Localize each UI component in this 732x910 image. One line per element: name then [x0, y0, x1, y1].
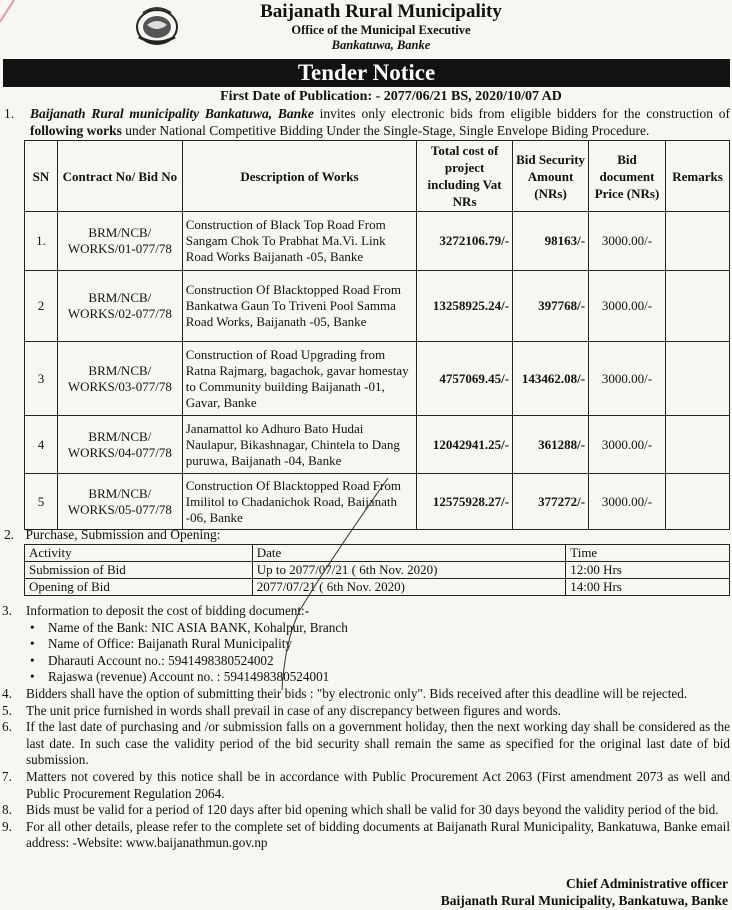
row-total-cost: 4757069.45/-: [417, 342, 513, 416]
row-remarks: [665, 416, 729, 474]
section-title: Information to deposit the cost of bidding document:-: [26, 603, 310, 618]
table-row: [25, 342, 730, 416]
row-total-cost: 12042941.25/-: [417, 416, 513, 474]
row-contract-no: BRM/NCB/ WORKS/01-077/78: [57, 212, 182, 271]
row-bid-security: 98163/-: [513, 212, 589, 271]
office-name-bullet: • Name of Office: Baijanath Rural Municipality: [4, 636, 730, 653]
header-remarks: Remarks: [665, 141, 729, 212]
item-number: 8.: [2, 802, 12, 818]
office-name: Office of the Municipal Executive: [291, 23, 471, 37]
item-text: Bidders shall have the option of submitting their bids : "by electronic only". Bids received after this deadline will be rejected.: [26, 685, 688, 701]
list-item: [4, 603, 730, 620]
table-header-row: [25, 141, 730, 212]
section-title: Purchase, Submission and Opening:: [25, 527, 221, 542]
item-number: 4.: [2, 685, 12, 701]
row-contract-no: BRM/NCB/ WORKS/04-077/78: [57, 416, 182, 474]
list-item: [4, 769, 730, 802]
item-number: 7.: [2, 768, 12, 784]
invitation-text-end: under National Competitive Bidding Under the Single-Stage, Single Envelope Biding Procedure.: [121, 123, 650, 138]
invitation-paragraph: [4, 105, 730, 139]
header-total-cost: Total cost of project including Vat NRs: [417, 141, 513, 212]
row-sn: 5: [25, 474, 58, 530]
office-address: Bankatuwa, Banke: [331, 38, 431, 52]
schedule-time: 12:00 Hrs: [566, 562, 730, 579]
row-bid-security: 143462.08/-: [513, 342, 589, 416]
table-row: [25, 416, 730, 474]
notice-header: [0, 0, 732, 58]
works-emphasis: following works: [30, 123, 122, 138]
notice-conditions: [4, 603, 730, 852]
signatory-office: Baijanath Rural Municipality, Bankatuwa, Banke: [440, 893, 728, 908]
row-contract-no: BRM/NCB/ WORKS/03-077/78: [57, 342, 182, 416]
rajaswa-account: • Rajaswa (revenue) Account no. : 5941498380524001: [4, 669, 730, 686]
row-remarks: [665, 212, 729, 271]
schedule-date: Up to 2077/07/21 ( 6th Nov. 2020): [252, 562, 566, 579]
schedule-header-date: Date: [252, 545, 566, 562]
list-item: [4, 719, 730, 769]
item-number: 5.: [2, 702, 12, 718]
row-description: Construction Of Blacktopped Road From Imilitol to Chadanichok Road, Baijanath -06, Banke: [182, 474, 416, 530]
item-text: For all other details, please refer to the complete set of bidding documents at Baijanath Rural Municipality, Bankatuwa, Banke email address: -Website: www.baijanathmun.gov.np: [26, 818, 730, 851]
row-contract-no: BRM/NCB/ WORKS/02-077/78: [57, 271, 182, 342]
header-document-price: Bid document Price (NRs): [589, 141, 666, 212]
row-description: Janamattol ko Adhuro Bato Hudai Naulapur, Bikashnagar, Chintela to Dang puruwa, Baijanath -04, Banke: [182, 416, 416, 474]
item-number: 1.: [4, 106, 15, 121]
item-text: If the last date of purchasing and /or submission falls on a government holiday, then the next working day shall be considered as the last date. In such case the validity period of the bid security shall remain the same as specified for the original last date of bid submission.: [26, 719, 730, 768]
row-document-price: 3000.00/-: [589, 342, 666, 416]
publication-date: First Date of Publication: - 2077/06/21 BS, 2020/10/07 AD: [220, 89, 562, 104]
schedule-header-time: Time: [566, 545, 730, 562]
row-document-price: 3000.00/-: [589, 212, 666, 271]
row-sn: 4: [25, 416, 58, 474]
row-total-cost: 13258925.24/-: [417, 271, 513, 342]
tender-notice-banner: Tender Notice: [3, 59, 730, 87]
row-bid-security: 397768/-: [513, 271, 589, 342]
row-document-price: 3000.00/-: [589, 271, 666, 342]
item-number: 9.: [2, 818, 12, 834]
row-document-price: 3000.00/-: [589, 416, 666, 474]
schedule-table: [24, 544, 730, 596]
row-description: Construction Of Blacktopped Road From Bankatwa Gaun To Triveni Pool Samma Road Works, Baijanath -05, Banke: [182, 271, 416, 342]
table-row: [25, 271, 730, 342]
row-remarks: [665, 342, 729, 416]
list-item: [4, 819, 730, 852]
header-sn: SN: [25, 141, 58, 212]
header-description: Description of Works: [182, 141, 416, 212]
schedule-activity: Submission of Bid: [25, 562, 253, 579]
table-row: [25, 212, 730, 271]
list-item: [4, 802, 730, 819]
schedule-date: 2077/07/21 ( 6th Nov. 2020): [252, 579, 566, 596]
section-purchase-submission: [4, 527, 221, 543]
table-row: [25, 474, 730, 530]
row-sn: 3: [25, 342, 58, 416]
item-number: 6.: [2, 719, 12, 735]
schedule-row: [25, 579, 730, 596]
item-text: Matters not covered by this notice shall be in accordance with Public Procurement Act 2063 (First amendment 2073 as well and Public Procurement Regulation 2064.: [26, 768, 730, 801]
invitation-text: invites only electronic bids from eligible bidders for the construction of: [313, 106, 730, 121]
schedule-time: 14:00 Hrs: [566, 579, 730, 596]
municipality-name: Baijanath Rural Municipality: [260, 1, 502, 22]
bank-name: • Name of the Bank: NIC ASIA BANK, Kohalpur, Branch: [4, 620, 730, 637]
dharauti-account: • Dharauti Account no.: 5941498380524002: [4, 653, 730, 670]
item-text: Bids must be valid for a period of 120 days after bid opening which shall be valid for 30 days beyond the validity period of the bid.: [26, 802, 719, 818]
row-bid-security: 361288/-: [513, 416, 589, 474]
schedule-activity: Opening of Bid: [25, 579, 253, 596]
inviting-body: Baijanath Rural municipality Bankatuwa, Banke: [30, 106, 314, 121]
list-item: [4, 703, 730, 720]
row-sn: 2: [25, 271, 58, 342]
schedule-row: [25, 562, 730, 579]
header-bid-security: Bid Security Amount (NRs): [513, 141, 589, 212]
row-total-cost: 12575928.27/-: [417, 474, 513, 530]
row-document-price: 3000.00/-: [589, 474, 666, 530]
row-sn: 1.: [25, 212, 58, 271]
row-remarks: [665, 474, 729, 530]
row-description: Construction of Road Upgrading from Ratna Rajmarg, bagachok, gavar homestay to Community building Baijanath -01, Gavar, Banke: [182, 342, 416, 416]
schedule-header-activity: Activity: [25, 545, 253, 562]
signatory-title: Chief Administrative officer: [566, 876, 728, 891]
row-bid-security: 377272/-: [513, 474, 589, 530]
row-contract-no: BRM/NCB/ WORKS/05-077/78: [57, 474, 182, 530]
item-number: 2.: [4, 527, 15, 542]
works-table: [24, 140, 730, 530]
item-number: 3.: [2, 603, 12, 618]
row-total-cost: 3272106.79/-: [417, 212, 513, 271]
header-contract-no: Contract No/ Bid No: [57, 141, 182, 212]
schedule-header-row: [25, 545, 730, 562]
list-item: [4, 686, 730, 703]
row-description: Construction of Black Top Road From Sangam Chok To Prabhat Ma.Vi. Link Road Works Baijanath -05, Banke: [182, 212, 416, 271]
item-text: The unit price furnished in words shall prevail in case of any discrepancy between figures and words.: [26, 702, 562, 718]
row-remarks: [665, 271, 729, 342]
